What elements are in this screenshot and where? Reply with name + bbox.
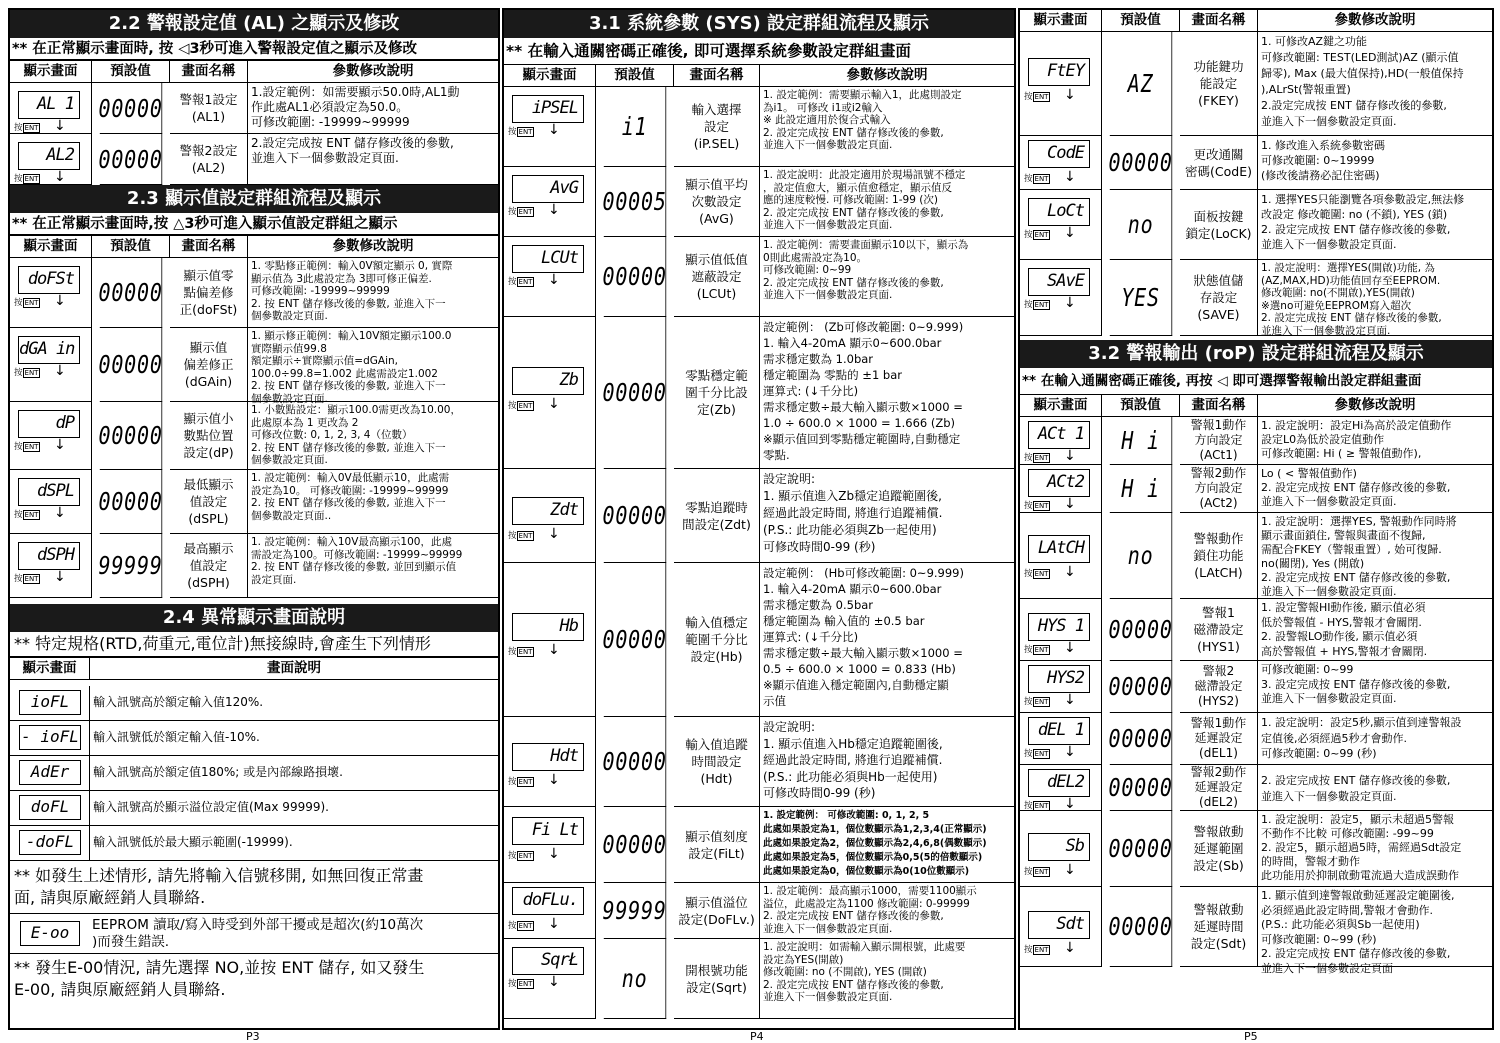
table-2-3 xyxy=(10,235,498,598)
default-value: 00000 xyxy=(1110,887,1172,967)
lcd-display: HYS2 xyxy=(1028,665,1090,693)
param-desc: 1. 設定說明：選擇YES(開啟)功能, 為 (AZ,MAX,HD)功能值回存至EEPROM. 修改範圍: no(不開啟),YES(開啟) ※選no可避免EEPROM寫入超次 2. 設定完成按 ENT 儲存修改後的參數, 並進入下一個參數設定頁面. xyxy=(1258,260,1492,336)
arrow-down-icon: ↓ xyxy=(54,569,66,585)
error-display-cell xyxy=(10,826,90,861)
display-cell xyxy=(1020,417,1102,465)
lcd-display: AdEr xyxy=(19,760,81,785)
display-cell xyxy=(504,563,596,717)
ent-label: 按 ENT xyxy=(508,851,533,861)
default-value: 00000 xyxy=(604,469,666,563)
lcd-display: doFL xyxy=(19,795,81,820)
param-desc: 1. 選擇YES只能瀏覽各項參數設定,無法修 改設定 修改範圍: no (不鎖), YES (鎖) 2. 設定完成按 ENT 儲存修改後的參數, 並進入下一個參數設定頁面. xyxy=(1258,190,1492,260)
arrow-down-icon: ↓ xyxy=(54,293,66,309)
param-desc: 1. 設定警報HI動作後, 顯示值必須 低於警報值 - HYS,警報才會關閉. 2. 設警報LO動作後, 顯示值必須 高於警報值 + HYS,警報才會關閉. xyxy=(1258,599,1492,661)
display-cell xyxy=(504,717,596,807)
param-desc: 1. 設定範例：最高顯示1000，需要1100顯示 溢位，此處設定為1100 修改範圍: 0-99999 2. 設定完成按 ENT 儲存修改後的參數, 並進入下一個參數設定頁面. xyxy=(760,883,1014,939)
param-name: 輸入選擇 設定 (iP.SEL) xyxy=(674,87,760,167)
param-desc: 1. 設定範例：需要顯示輸入1，此處則設定 為i1。 可修改 i1或i2輸入 ※ 此設定適用於復合式輸入 2. 設定完成按 ENT 儲存修改後的參數, 並進入下一個參數設定頁面. xyxy=(760,87,1014,167)
header-display: 顯示畫面 xyxy=(10,236,92,258)
display-cell xyxy=(10,402,92,470)
arrow-down-icon: ↓ xyxy=(54,363,66,379)
error-text: 輸入訊號高於額定輸入值120%. xyxy=(90,686,498,721)
param-name: 零點穩定範 圍千分比設 定(Zb) xyxy=(674,317,760,469)
param-desc: 1. 顯示修正範例：輸入10V額定顯示100.0 實際顯示值99.8 額定顯示÷實際顯示值=dGAin, 100.0÷99.8=1.002 此處需設定1.002 2. 按 ENT 儲存修改後的參數, 並進入下一 個參數設定頁面. xyxy=(248,328,498,402)
ent-label: 按 ENT xyxy=(1024,867,1049,877)
eeprom-text: EEPROM 讀取/寫入時受到外部干擾或是超次(約10萬次 )而發生錯誤. xyxy=(92,917,424,950)
header-name: 畫面名稱 xyxy=(170,61,248,83)
default-value: no xyxy=(1110,190,1172,260)
default-value: 00000 xyxy=(100,258,162,328)
lcd-display: E-oo xyxy=(20,921,80,946)
default-value: 00000 xyxy=(1110,661,1172,713)
arrow-down-icon: ↓ xyxy=(54,169,66,185)
lcd-display: ioFL xyxy=(19,690,81,715)
lcd-display: LCUt xyxy=(512,245,584,273)
param-name: 警報啟動 延遲時間 設定(Sdt) xyxy=(1180,887,1258,967)
lcd-display: Zb xyxy=(512,367,584,395)
arrow-down-icon: ↓ xyxy=(1064,87,1076,103)
note-2-4: ** 特定規格(RTD,荷重元,電位計)無接線時,會產生下列情形 xyxy=(10,632,498,657)
param-name: 警報1 磁滯設定 (HYS1) xyxy=(1180,599,1258,661)
ent-label: 按 ENT xyxy=(508,531,533,541)
param-name: 警報2 磁滯設定 (HYS2) xyxy=(1180,661,1258,713)
default-value: YES xyxy=(1110,260,1172,336)
param-name: 顯示值 偏差修正 (dGAin) xyxy=(170,328,248,402)
eeprom-note: ** 發生E-00情況, 請先選擇 NO,並按 ENT 儲存, 如又發生 E-00, 請與原廠經銷人員聯絡. xyxy=(14,958,425,999)
header-default: 預設值 xyxy=(1102,10,1180,32)
table-3-2 xyxy=(1020,394,1492,975)
default-value: 00000 xyxy=(604,717,666,807)
header-default: 預設值 xyxy=(92,236,170,258)
default-value: 00005 xyxy=(604,167,666,237)
note-3-1: ** 在輸入通關密碼正確後, 即可選擇系統參數設定群組畫面 xyxy=(506,42,911,60)
ent-label: 按 ENT xyxy=(1024,453,1049,463)
display-cell xyxy=(504,317,596,469)
lcd-display: AL2 xyxy=(18,142,80,170)
param-desc: 1. 可修改AZ鍵之功能 可修改範圍: TEST(LED測試)AZ (顯示值 歸零), Max (最大值保持),HD(一般值保持 ),ALrSt(警報重置) 2.設定完成按 ENT 儲存修改後的參數, 並進入下一個參數設定頁面. xyxy=(1258,32,1492,136)
param-desc: 1. 設定範例：需要畫面顯示10以下，顯示為 0則此處需設定為10。 可修改範圍: 0~99 2. 設定完成按 ENT 儲存修改後的參數, 並進入下一個參數設定頁面. xyxy=(760,237,1014,317)
lcd-display: dEL2 xyxy=(1028,769,1090,797)
param-desc: 1. 設定範例：輸入10V最高顯示100，此處 需設定為100。可修改範圍: -19999~99999 2. 按 ENT 儲存修改後的參數, 並回到顯示值 設定頁面. xyxy=(248,534,498,598)
lcd-display: dSPL xyxy=(18,478,80,506)
error-display-cell xyxy=(10,721,90,756)
lcd-display: Fi Lt xyxy=(512,817,584,845)
ent-label: 按 ENT xyxy=(14,574,39,584)
display-cell xyxy=(1020,465,1102,513)
arrow-down-icon: ↓ xyxy=(1064,448,1076,464)
display-cell xyxy=(1020,661,1102,713)
ent-label: 按 ENT xyxy=(14,298,39,308)
param-desc: 設定說明: 1. 顯示值進入Hb穩定追蹤範圍後, 經過此設定時間, 將進行追蹤補償. (P.S.: 此功能必須與Hb一起使用) 可修改時間0-99 (秒) xyxy=(760,717,1014,807)
note-2-3: ** 在正常顯示畫面時,按 △3秒可進入顯示值設定群組之顯示 xyxy=(10,213,498,235)
ent-label: 按 ENT xyxy=(14,510,39,520)
table-2-2 xyxy=(10,60,498,185)
ent-label: 按 ENT xyxy=(14,174,39,184)
lcd-display: Zdt xyxy=(512,497,584,525)
default-value: 00000 xyxy=(100,402,162,470)
default-value: 00000 xyxy=(604,807,666,883)
note-2-2: ** 在正常顯示畫面時, 按 ◁3秒可進入警報設定值之顯示及修改 xyxy=(10,38,498,60)
ent-label: 按 ENT xyxy=(508,921,533,931)
lcd-display: FtEY xyxy=(1028,58,1090,86)
ent-label: 按 ENT xyxy=(1024,749,1049,759)
section-title-2-2: 2.2 警報設定值 (AL) 之顯示及修改 xyxy=(10,10,498,38)
param-name: 警報1動作 方向設定 (ACt1) xyxy=(1180,417,1258,465)
default-value: 00000 xyxy=(1110,599,1172,661)
display-cell xyxy=(1020,32,1102,136)
param-name: 警報2動作 方向設定 (ACt2) xyxy=(1180,465,1258,513)
arrow-down-icon: ↓ xyxy=(1064,225,1076,241)
param-desc: 1. 顯示值到達警報啟動延遲設定範圍後, 必須經過此設定時間,警報才會動作. (P.S.: 此功能必須與Sb一起使用) 可修改範圍: 0~99 (秒) 2. 設定完成按 ENT 儲存修改後的參數, 並進入下一個參數設定頁面 xyxy=(1258,887,1492,967)
ent-label: 按 ENT xyxy=(1024,174,1049,184)
error-display-cell xyxy=(10,791,90,826)
default-value: 00000 xyxy=(604,237,666,317)
arrow-down-icon: ↓ xyxy=(1064,796,1076,812)
display-cell xyxy=(504,939,596,1019)
header-name: 畫面名稱 xyxy=(170,236,248,258)
error-table xyxy=(10,657,498,861)
lcd-display: LAtCH xyxy=(1028,535,1090,563)
lcd-display: dEL 1 xyxy=(1028,717,1090,745)
param-name: 輸入值穩定 範圍千分比 設定(Hb) xyxy=(674,563,760,717)
ent-label: 按 ENT xyxy=(1024,569,1049,579)
default-value: 99999 xyxy=(604,883,666,939)
default-value: 00000 xyxy=(604,317,666,469)
lcd-display: HYS 1 xyxy=(1028,613,1090,641)
param-name: 顯示值刻度 設定(FiLt) xyxy=(674,807,760,883)
arrow-down-icon: ↓ xyxy=(1064,862,1076,878)
panel-p4 xyxy=(502,8,1016,1030)
header-default: 預設值 xyxy=(596,65,674,87)
header-desc: 參數修改說明 xyxy=(248,236,498,258)
ent-label: 按 ENT xyxy=(508,207,533,217)
arrow-down-icon: ↓ xyxy=(1064,496,1076,512)
default-value: 00000 xyxy=(100,470,162,534)
header-display: 顯示畫面 xyxy=(10,61,92,83)
display-cell xyxy=(504,167,596,237)
header-name: 畫面名稱 xyxy=(1180,395,1258,417)
ent-label: 按 ENT xyxy=(508,647,533,657)
param-desc: 設定說明: 1. 顯示值進入Zb穩定追蹤範圍後, 經過此設定時間, 將進行追蹤補償. (P.S.: 此功能必須與Zb一起使用) 可修改時間0-99 (秒) xyxy=(760,469,1014,563)
recover-note: ** 如發生上述情形, 請先將輸入信號移開, 如無回復正常畫 面, 請與原廠經銷人員聯絡. xyxy=(10,861,498,914)
display-cell xyxy=(1020,765,1102,811)
arrow-down-icon: ↓ xyxy=(548,846,560,862)
arrow-down-icon: ↓ xyxy=(54,437,66,453)
param-desc: 1. 設定說明：如需輸入顯示開根號，此處要 設定為YES(開啟) 修改範圍: no (不開啟), YES (開啟) 2. 設定完成按 ENT 儲存修改後的參數, 並進入下一個參數設定頁面. xyxy=(760,939,1014,1019)
param-name: 警報2動作 延遲設定 (dEL2) xyxy=(1180,765,1258,811)
err-header-desc: 畫面說明 xyxy=(90,658,498,680)
default-value: 99999 xyxy=(100,534,162,598)
display-cell xyxy=(10,534,92,598)
display-cell xyxy=(504,807,596,883)
default-value: H i xyxy=(1110,417,1172,465)
default-value: 00000 xyxy=(604,563,666,717)
param-name: 狀態值儲 存設定 (SAVE) xyxy=(1180,260,1258,336)
default-value: no xyxy=(604,939,666,1019)
param-name: 顯示值溢位 設定(DoFLv.) xyxy=(674,883,760,939)
param-name: 顯示值小 數點位置 設定(dP) xyxy=(170,402,248,470)
default-value: H i xyxy=(1110,465,1172,513)
param-desc: 1. 設定說明：此設定適用於現場訊號不穩定 ，設定值愈大，顯示值愈穩定，顯示值反 應的速度較慢. 可修改範圍: 1-99 (次) 2. 設定完成按 ENT 儲存修改後的參數, 並進入下一個參數設定頁面. xyxy=(760,167,1014,237)
param-name: 開根號功能 設定(Sqrt) xyxy=(674,939,760,1019)
ent-label: 按 ENT xyxy=(1024,501,1049,511)
arrow-down-icon: ↓ xyxy=(548,272,560,288)
param-desc: 設定範例： (Zb可修改範圍: 0~9.999) 1. 輸入4-20mA 顯示0~600.0bar 需求穩定數為 1.0bar 穩定範圍為 零點的 ±1 bar 運算式: (↓千分比) 需求穩定數÷最大輸入顯示數×1000 = 1.0 ÷ 600.0 × 1000 = 1.666 (Zb) ※顯示值回到零點穩定範圍時,自動穩定 零點. xyxy=(760,317,1014,469)
lcd-display: doFLu. xyxy=(512,887,584,915)
err-header-display: 顯示畫面 xyxy=(10,658,90,680)
param-name: 顯示值低值 遮蔽設定 (LCUt) xyxy=(674,237,760,317)
header-desc: 參數修改說明 xyxy=(760,65,1014,87)
ent-label: 按 ENT xyxy=(1024,697,1049,707)
arrow-down-icon: ↓ xyxy=(1064,692,1076,708)
arrow-down-icon: ↓ xyxy=(548,772,560,788)
ent-label: 按 ENT xyxy=(14,442,39,452)
section-title-2-3: 2.3 顯示值設定群組流程及顯示 xyxy=(10,185,498,213)
arrow-down-icon: ↓ xyxy=(1064,169,1076,185)
lcd-display: dP xyxy=(18,410,80,438)
table-3-1 xyxy=(504,64,1014,1019)
param-name: 警報2設定 (AL2) xyxy=(170,134,248,185)
param-desc: 1. 設定說明：設定5秒,顯示值到達警報設 定值後,必須經過5秒才會動作. 可修改範圍: 0~99 (秒) xyxy=(1258,713,1492,765)
ent-label: 按 ENT xyxy=(1024,300,1049,310)
param-desc: 設定範例： (Hb可修改範圍: 0~9.999) 1. 輸入4-20mA 顯示0~600.0bar 需求穩定數為 0.5bar 穩定範圍為 輸入值的 ±0.5 bar 運算式: (↓千分比) 需求穩定數÷最大輸入顯示數×1000 = 0.5 ÷ 600.0 × 1000 = 0.833 (Hb) ※顯示值進入穩定範圍內,自動穩定顯 示值 xyxy=(760,563,1014,717)
lcd-display: SAvE xyxy=(1028,268,1090,296)
lcd-display: ACt 1 xyxy=(1028,421,1090,449)
arrow-down-icon: ↓ xyxy=(54,118,66,134)
arrow-down-icon: ↓ xyxy=(548,122,560,138)
default-value: 00000 xyxy=(100,328,162,402)
arrow-down-icon: ↓ xyxy=(1064,564,1076,580)
param-name: 功能鍵功 能設定 (FKEY) xyxy=(1180,32,1258,136)
param-name: 顯示值零 點偏差修 正(doFSt) xyxy=(170,258,248,328)
panel-p5 xyxy=(1018,8,1494,1030)
arrow-down-icon: ↓ xyxy=(548,526,560,542)
header-desc: 參數修改說明 xyxy=(248,61,498,83)
section-title-2-4: 2.4 異常顯示畫面說明 xyxy=(10,604,498,632)
param-desc: 1. 設定說明：選擇YES, 警報動作同時將 顯示畫面鎖住, 警報與畫面不復歸, 需配合FKEY（警報重置）, 始可復歸. no(關閉), Yes (開啟) 2. 設定完成按 ENT 儲存修改後的參數, 並進入下一個參數設定頁面. xyxy=(1258,513,1492,599)
ent-label: 按 ENT xyxy=(1024,645,1049,655)
param-name: 警報啟動 延遲範圍 設定(Sb) xyxy=(1180,811,1258,887)
param-name: 零點追蹤時 間設定(Zdt) xyxy=(674,469,760,563)
ent-label: 按 ENT xyxy=(14,123,39,133)
page-number-p3: P3 xyxy=(246,1030,260,1043)
default-value: 00000 xyxy=(1110,811,1172,887)
param-desc: 1. 設定範例： 可修改範圍: 0, 1, 2, 5 此處如果設定為1，個位數顯示為1,2,3,4(正常顯示) 此處如果設定為2，個位數顯示為2,4,6,8(偶數顯示) 此處如果設定為5，個位數顯示為0,5(5的倍數顯示) 此處如果設定為0，個位數顯示為0(10位數顯示) xyxy=(760,807,1014,883)
header-default: 預設值 xyxy=(92,61,170,83)
header-display: 顯示畫面 xyxy=(504,65,596,87)
arrow-down-icon: ↓ xyxy=(548,974,560,990)
panel-p3 xyxy=(8,8,500,1030)
header-display: 顯示畫面 xyxy=(1020,395,1102,417)
display-cell xyxy=(10,258,92,328)
param-desc: 2. 設定完成按 ENT 儲存修改後的參數, 並進入下一個參數設定頁面. xyxy=(1258,765,1492,811)
header-name: 畫面名稱 xyxy=(674,65,760,87)
param-desc: 1. 零點修正範例：輸入0V額定顯示 0, 實際 顯示值為 3此處設定為 3即可修正偏差. 可修改範圍: -19999~99999 2. 按 ENT 儲存修改後的參數, 並進入下一 個參數設定頁面. xyxy=(248,258,498,328)
lcd-display: CodE xyxy=(1028,140,1090,168)
lcd-display: -doFL xyxy=(19,830,81,855)
error-display-cell xyxy=(10,756,90,791)
param-name: 顯示值平均 次數設定 (AvG) xyxy=(674,167,760,237)
ent-label: 按 ENT xyxy=(508,401,533,411)
default-value: 00000 xyxy=(1110,765,1172,811)
lcd-display: dGA in xyxy=(18,336,80,364)
lcd-display: ACt2 xyxy=(1028,469,1090,497)
lcd-display: - ioFL xyxy=(19,725,81,750)
param-name: 警報1設定 (AL1) xyxy=(170,83,248,134)
default-value: AZ xyxy=(1110,32,1172,136)
param-name: 最高顯示 值設定 (dSPH) xyxy=(170,534,248,598)
arrow-down-icon: ↓ xyxy=(548,916,560,932)
param-name: 更改通關 密碼(CodE) xyxy=(1180,136,1258,190)
param-desc: 1. 設定說明：設定Hi為高於設定值動作 設定L0為低於設定值動作 可修改範圍: Hi ( ≥ 警報值動作), xyxy=(1258,417,1492,465)
header-name: 畫面名稱 xyxy=(1180,10,1258,32)
default-value: 00000 xyxy=(100,134,162,185)
arrow-down-icon: ↓ xyxy=(1064,295,1076,311)
default-value: 00000 xyxy=(1110,713,1172,765)
header-desc: 參數修改說明 xyxy=(1258,395,1492,417)
display-cell xyxy=(504,87,596,167)
display-cell xyxy=(1020,887,1102,967)
lcd-display: dSPH xyxy=(18,542,80,570)
ent-label: 按 ENT xyxy=(14,368,39,378)
section-title-3-2: 3.2 警報輸出 (roP) 設定群組流程及顯示 xyxy=(1020,340,1492,368)
table-3-1-cont xyxy=(1020,10,1492,336)
param-name: 警報動作 鎖住功能 (LAtCH) xyxy=(1180,513,1258,599)
param-desc: 1.設定範例：如需要顯示50.0時,AL1動 作此處AL1必須設定為50.0。 可修改範圍: -19999~99999 xyxy=(248,83,498,134)
ent-label: 按 ENT xyxy=(508,979,533,989)
display-cell xyxy=(10,83,92,134)
ent-label: 按 ENT xyxy=(508,277,533,287)
header-default: 預設值 xyxy=(1102,395,1180,417)
param-desc: 可修改範圍: 0~99 3. 設定完成按 ENT 儲存修改後的參數, 並進入下一個參數設定頁面. xyxy=(1258,661,1492,713)
lcd-display: Sb xyxy=(1028,833,1090,861)
param-desc: 1. 設定範例：輸入0V最低顯示10，此處需 設定為10。 可修改範圍: -19999~99999 2. 按 ENT 儲存修改後的參數, 並進入下一 個參數設定頁面.. xyxy=(248,470,498,534)
display-cell xyxy=(10,470,92,534)
header-desc: 參數修改說明 xyxy=(1258,10,1492,32)
param-desc: Lo ( < 警報值動作) 2. 設定完成按 ENT 儲存修改後的參數, 並進入下一個參數設定頁面. xyxy=(1258,465,1492,513)
ent-label: 按 ENT xyxy=(508,127,533,137)
lcd-display: AL 1 xyxy=(18,91,80,119)
default-value: i1 xyxy=(604,87,666,167)
display-cell xyxy=(1020,136,1102,190)
default-value: 00000 xyxy=(1110,136,1172,190)
param-desc: 2.設定完成按 ENT 儲存修改後的參數, 並進入下一個參數設定頁面. xyxy=(248,134,498,185)
ent-label: 按 ENT xyxy=(1024,92,1049,102)
display-cell xyxy=(1020,190,1102,260)
note-3-2: ** 在輸入通關密碼正確後, 再按 ◁ 即可選擇警報輸出設定群組畫面 xyxy=(1022,373,1422,389)
error-text: 輸入訊號高於顯示溢位設定值(Max 99999). xyxy=(90,791,498,826)
arrow-down-icon: ↓ xyxy=(1064,744,1076,760)
lcd-display: Hdt xyxy=(512,743,584,771)
arrow-down-icon: ↓ xyxy=(1064,940,1076,956)
default-value: no xyxy=(1110,513,1172,599)
page-number-p5: P5 xyxy=(1244,1030,1258,1043)
error-text: 輸入訊號低於額定輸入值-10%. xyxy=(90,721,498,756)
ent-label: 按 ENT xyxy=(1024,230,1049,240)
display-cell xyxy=(1020,599,1102,661)
arrow-down-icon: ↓ xyxy=(1064,640,1076,656)
param-name: 警報1動作 延遲設定 (dEL1) xyxy=(1180,713,1258,765)
display-cell xyxy=(1020,713,1102,765)
param-name: 輸入值追蹤 時間設定 (Hdt) xyxy=(674,717,760,807)
page-number-p4: P4 xyxy=(750,1030,764,1043)
header-display: 顯示畫面 xyxy=(1020,10,1102,32)
arrow-down-icon: ↓ xyxy=(548,202,560,218)
error-display-cell xyxy=(10,686,90,721)
arrow-down-icon: ↓ xyxy=(548,642,560,658)
ent-label: 按 ENT xyxy=(508,777,533,787)
param-desc: 1. 設定說明：設定5，顯示未超過5警報 不動作不比較 可修改範圍: -99~99 2. 設定5，顯示超過5時，需經過Sdt設定 的時間，警報才動作 此功能用於抑制啟動電流過大造成誤動作 xyxy=(1258,811,1492,887)
lcd-display: Sdt xyxy=(1028,911,1090,939)
display-cell xyxy=(1020,513,1102,599)
display-cell xyxy=(1020,811,1102,887)
lcd-display: Hb xyxy=(512,613,584,641)
error-text: 輸入訊號高於額定值180%; 或是內部線路損壞. xyxy=(90,756,498,791)
display-cell xyxy=(10,134,92,185)
arrow-down-icon: ↓ xyxy=(548,396,560,412)
lcd-display: AvG xyxy=(512,175,584,203)
lcd-display: SqrŁ xyxy=(512,947,584,975)
display-cell xyxy=(10,328,92,402)
display-cell xyxy=(504,883,596,939)
param-name: 面板按鍵 鎖定(LoCK) xyxy=(1180,190,1258,260)
param-desc: 1. 修改進入系統參數密碼 可修改範圍: 0~19999 (修改後請務必記住密碼) xyxy=(1258,136,1492,190)
param-desc: 1. 小數點設定：顯示100.0需更改為10.00， 此處原本為 1 更改為 2 可修改位數: 0, 1, 2, 3, 4（位數） 2. 按 ENT 儲存修改後的參數, 並進入下一 個參數設定頁面. xyxy=(248,402,498,470)
error-text: 輸入訊號低於最大顯示範圍(-19999). xyxy=(90,826,498,861)
lcd-display: iPSEL xyxy=(512,95,584,123)
lcd-display: doFSt xyxy=(18,266,80,294)
display-cell xyxy=(504,469,596,563)
default-value: 00000 xyxy=(100,83,162,134)
display-cell xyxy=(504,237,596,317)
eeprom-row xyxy=(10,914,498,954)
display-cell xyxy=(1020,260,1102,336)
lcd-display: LoCt xyxy=(1028,198,1090,226)
ent-label: 按 ENT xyxy=(1024,801,1049,811)
arrow-down-icon: ↓ xyxy=(54,505,66,521)
section-title-3-1: 3.1 系統參數 (SYS) 設定群組流程及顯示 xyxy=(504,10,1014,38)
param-name: 最低顯示 值設定 (dSPL) xyxy=(170,470,248,534)
ent-label: 按 ENT xyxy=(1024,945,1049,955)
